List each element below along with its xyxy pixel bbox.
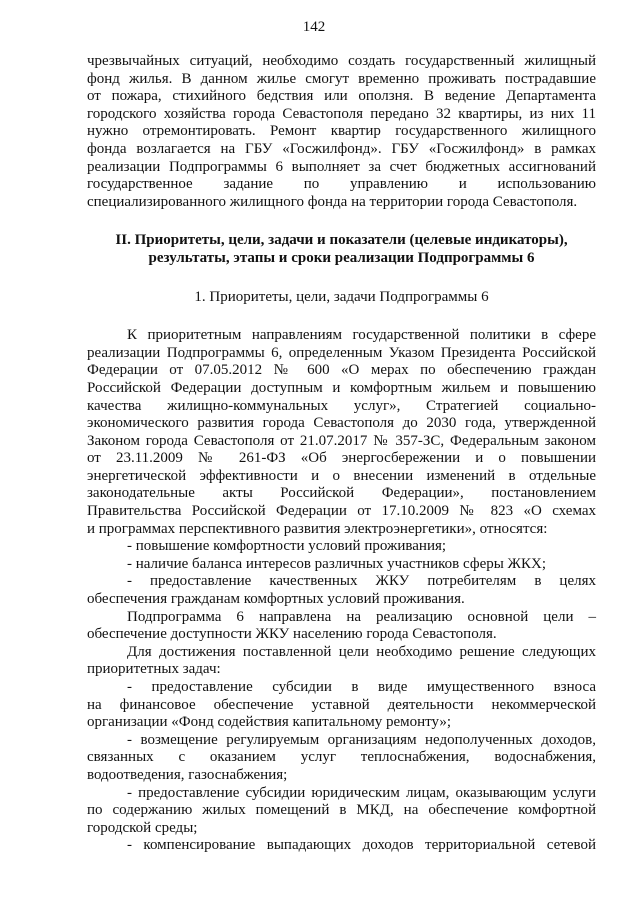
heading-line: II. Приоритеты, цели, задачи и показатели (целевые индикаторы), xyxy=(115,232,568,249)
list-item: - предоставление субсидии в виде имущественного взноса xyxy=(127,679,596,695)
tasks-intro-paragraph xyxy=(87,644,596,679)
list-item-continuation: организации «Фонд содействия капитальному ремонту»; xyxy=(87,714,452,731)
text-line: специализированного жилищного фонда на территории города Севастополя. xyxy=(87,193,578,210)
list-item: - возмещение регулируемым организациям недополученных доходов, xyxy=(127,731,596,748)
text-line: приоритетных задач: xyxy=(87,661,221,678)
list-item-continuation: водоотведения, газоснабжения; xyxy=(87,766,288,783)
page-content xyxy=(87,53,596,855)
list-item-continuation: на финансовое обеспечение уставной деятельности некоммерческой xyxy=(87,696,596,713)
text-line: реализации Подпрограммы 6 выполняет за счет бюджетных ассигнований xyxy=(87,158,596,175)
subsection-heading: 1. Приоритеты, цели, задачи Подпрограммы 6 xyxy=(194,288,489,305)
text-line: от пожара, стихийного бедствия или оползня. В ведение Департамента xyxy=(87,88,596,105)
text-line: К приоритетным направлениям государственной политики в сфере xyxy=(127,327,596,344)
text-line: фонда возлагается на ГБУ «Госжилфонд». ГБУ «Госжилфонд» в рамках xyxy=(87,140,596,157)
list-item-continuation: связанных с оказанием услуг теплоснабжения, водоснабжения, xyxy=(87,749,596,766)
heading-line: результаты, этапы и сроки реализации Подпрограммы 6 xyxy=(148,249,535,266)
list-item: - наличие баланса интересов различных участников сферы ЖКХ; xyxy=(127,555,546,572)
text-line: чрезвычайных ситуаций, необходимо создать государственный жилищный xyxy=(87,53,596,69)
intro-paragraph xyxy=(87,53,596,211)
text-line: Правительства Российской Федерации от 17.10.2009 № 823 «О схемах xyxy=(87,503,596,520)
task-list xyxy=(87,679,596,855)
text-line: реализации Подпрограммы 6, определенным Указом Президента Российской xyxy=(87,344,596,361)
list-item: - повышение комфортности условий проживания; xyxy=(127,538,447,555)
list-item-continuation: по содержанию жилых помещений в МКД, на обеспечение комфортной xyxy=(87,802,596,819)
text-line: государственное задание по управлению и использованию xyxy=(87,176,596,193)
text-line: Для достижения поставленной цели необходимо решение следующих xyxy=(127,643,596,660)
text-line: Законом города Севастополя от 21.07.2017 № 357-ЗС, Федеральным законом xyxy=(87,432,596,449)
text-line: экономического развития города Севастополя до 2030 года, утвержденной xyxy=(87,415,596,432)
text-line: законодательные акты Российской Федерации», постановлением xyxy=(87,485,596,502)
text-line: обеспечение доступности ЖКУ населению города Севастополя. xyxy=(87,626,497,643)
goal-paragraph xyxy=(87,609,596,644)
list-item-continuation: городской среды; xyxy=(87,819,198,836)
list-item: - предоставление качественных ЖКУ потребителям в целях xyxy=(127,573,596,590)
list-item: - предоставление субсидии юридическим лицам, оказывающим услуги xyxy=(127,784,596,801)
list-item-continuation: обеспечения гражданам комфортных условий проживания. xyxy=(87,591,465,608)
text-line: и программах перспективного развития электроэнергетики», относятся: xyxy=(87,520,548,537)
priorities-paragraph xyxy=(87,327,596,538)
text-line: от 23.11.2009 № 261-ФЗ «Об энергосбережении и о повышении xyxy=(87,450,596,467)
text-line: Федерации от 07.05.2012 № 600 «О мерах по обеспечению граждан xyxy=(87,362,596,379)
page-number: 142 xyxy=(302,19,326,35)
text-line: фонд жилья. В данном жилье смогут временно проживать пострадавшие xyxy=(87,70,596,87)
text-line: качества жилищно-коммунальных услуг», Стратегией социально- xyxy=(87,397,596,414)
list-item: - компенсирование выпадающих доходов территориальной сетевой xyxy=(127,837,596,854)
section-heading xyxy=(87,232,596,267)
text-line: нужно отремонтировать. Ремонт квартир государственного жилищного xyxy=(87,123,596,140)
text-line: энергетической эффективности и о внесении изменений в отдельные xyxy=(87,467,596,484)
priority-list xyxy=(87,538,596,608)
text-line: Подпрограмма 6 направлена на реализацию основной цели – xyxy=(127,608,596,625)
text-line: Российской Федерации доступным и комфортным жильем и повышению xyxy=(87,379,596,396)
text-line: городского хозяйства города Севастополя передано 32 квартиры, из них 11 xyxy=(87,105,596,122)
